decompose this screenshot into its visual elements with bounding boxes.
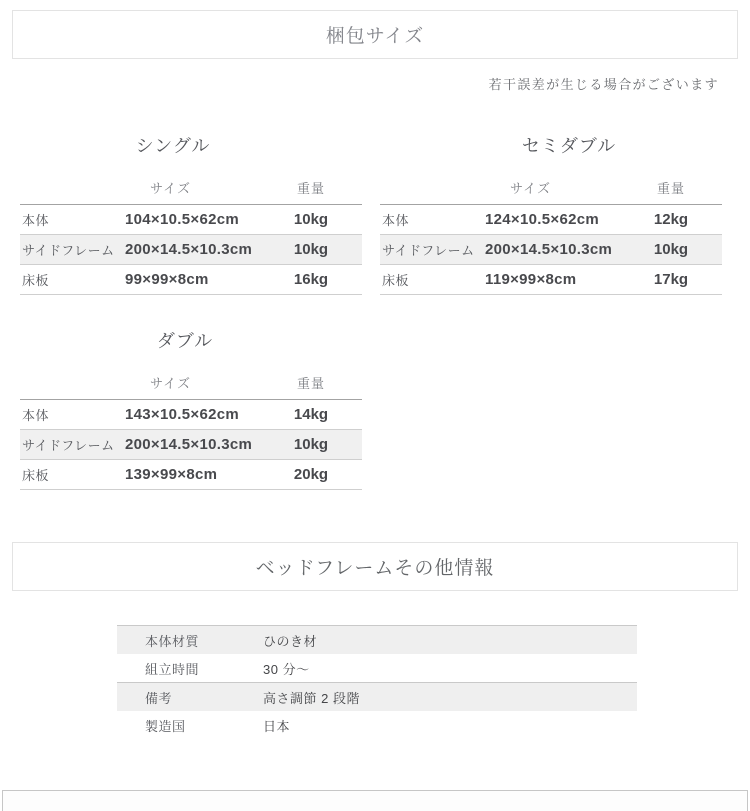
info-label: 備考: [145, 690, 173, 706]
row-weight-value: 10kg: [293, 241, 329, 258]
double-table-head: [20, 369, 362, 400]
row-weight-value: 10kg: [293, 211, 329, 228]
row-size-value: 143×10.5×62cm: [125, 406, 240, 423]
next-section-box-cutoff: [2, 790, 748, 811]
packing-size-title: 梱包サイズ: [325, 26, 425, 47]
row-size-value: 99×99×8cm: [125, 271, 209, 288]
weight-column-header: 重量: [656, 181, 685, 196]
table-row: [20, 460, 362, 490]
table-row: [20, 205, 362, 235]
row-size-value: 124×10.5×62cm: [485, 211, 600, 228]
info-row: [117, 682, 637, 711]
info-label: 組立時間: [145, 661, 200, 677]
other-info-header-box: [12, 542, 738, 591]
row-weight-value: 16kg: [293, 271, 329, 288]
semidouble-size-table: [380, 174, 722, 295]
row-weight-value: 17kg: [653, 271, 689, 288]
info-value: 高さ調節 2 段階: [263, 690, 360, 706]
row-size-value: 104×10.5×62cm: [125, 211, 240, 228]
weight-column-header: 重量: [296, 181, 325, 196]
table-row: [20, 430, 362, 460]
row-weight-value: 12kg: [653, 211, 689, 228]
info-label: 本体材質: [145, 633, 200, 649]
row-label: サイドフレーム: [22, 438, 115, 453]
semidouble-table-title: セミダブル: [521, 136, 617, 156]
row-label: サイドフレーム: [22, 243, 115, 258]
packing-size-header-box: [12, 10, 738, 59]
row-weight-value: 20kg: [293, 466, 329, 483]
info-label: 製造国: [145, 718, 186, 734]
row-label: サイドフレーム: [382, 243, 475, 258]
row-label: 床板: [22, 468, 50, 483]
row-size-value: 200×14.5×10.3cm: [485, 241, 613, 258]
row-weight-value: 10kg: [653, 241, 689, 258]
weight-column-header: 重量: [296, 376, 325, 391]
double-table-title: ダブル: [156, 331, 214, 351]
single-size-table: [20, 174, 362, 295]
table-row: [20, 235, 362, 265]
info-row: [117, 711, 637, 739]
row-label: 床板: [22, 273, 50, 288]
size-column-header: サイズ: [510, 181, 551, 196]
row-size-value: 139×99×8cm: [125, 466, 218, 483]
size-column-header: サイズ: [150, 181, 191, 196]
single-table-head: [20, 174, 362, 205]
row-size-value: 119×99×8cm: [485, 271, 577, 288]
tolerance-note: 若干誤差が生じる場合がございます: [488, 77, 719, 92]
row-weight-value: 10kg: [293, 436, 329, 453]
row-weight-value: 14kg: [293, 406, 329, 423]
double-size-table: [20, 369, 362, 490]
row-label: 本体: [382, 213, 410, 228]
frame-info-table: [117, 625, 637, 739]
row-size-value: 200×14.5×10.3cm: [125, 436, 253, 453]
size-column-header: サイズ: [150, 376, 191, 391]
info-row: [117, 625, 637, 654]
row-label: 本体: [22, 408, 50, 423]
info-row: [117, 654, 637, 682]
table-row: [20, 400, 362, 430]
row-label: 本体: [22, 213, 50, 228]
info-value: ひのき材: [263, 633, 318, 649]
table-row: [380, 235, 722, 265]
table-row: [380, 205, 722, 235]
row-label: 床板: [382, 273, 410, 288]
single-table-title: シングル: [135, 136, 211, 156]
info-value: 30 分〜: [263, 661, 310, 677]
row-size-value: 200×14.5×10.3cm: [125, 241, 253, 258]
info-value: 日本: [263, 718, 291, 734]
semidouble-table-head: [380, 174, 722, 205]
table-row: [380, 265, 722, 295]
other-info-title: ベッドフレームその他情報: [255, 558, 495, 579]
table-row: [20, 265, 362, 295]
